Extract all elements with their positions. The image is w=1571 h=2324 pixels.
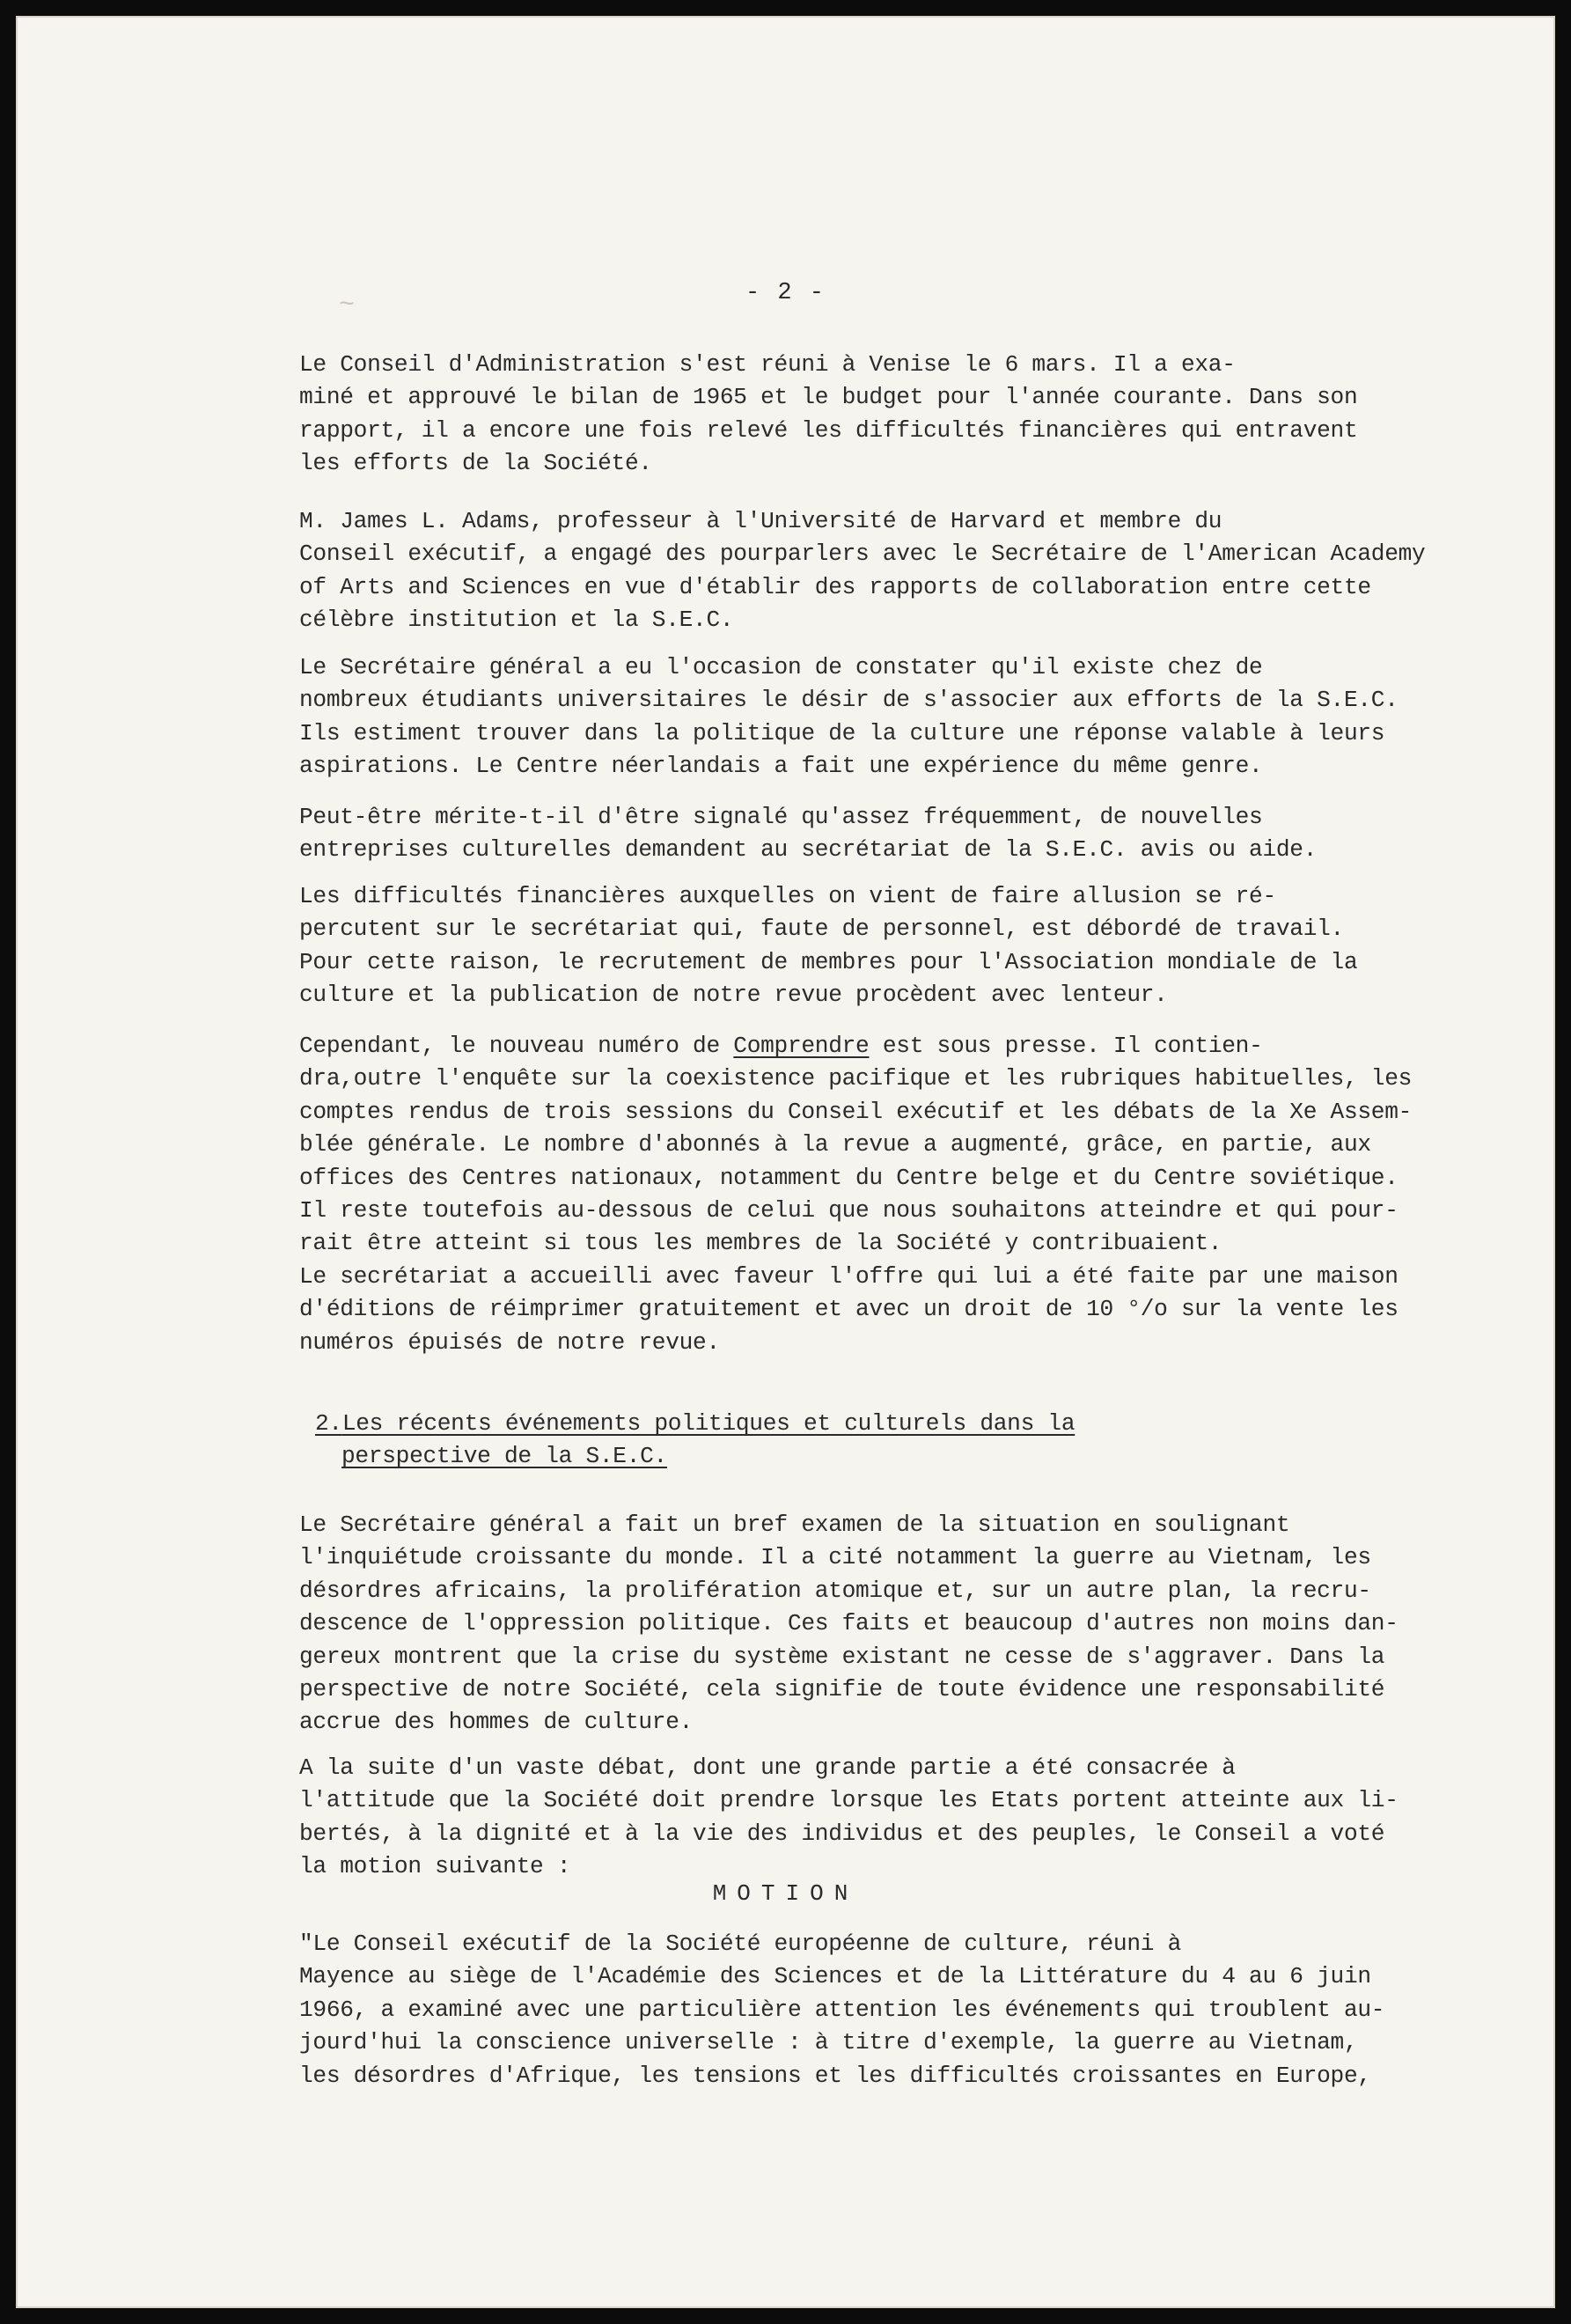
text-line: numéros épuisés de notre revue. — [299, 1328, 720, 1356]
text-line: Le Secrétaire général a eu l'occasion de constater qu'il existe chez de — [299, 654, 1263, 680]
text-line: Le Secrétaire général a fait un bref examen de la situation en soulignant — [299, 1511, 1290, 1538]
heading-line — [315, 1407, 1075, 1439]
text-line: Les difficultés financières auxquelles on vient de faire allusion se ré- — [299, 883, 1276, 909]
paragraph-debate — [299, 1752, 1443, 1884]
text-line: nombreux étudiants universitaires le désir de s'associer aux efforts de la S.E.C. — [299, 687, 1398, 714]
text-line: Conseil exécutif, a engagé des pourparlers avec le Secrétaire de l'American Academy — [299, 541, 1426, 568]
text-line: Pour cette raison, le recrutement de membres pour l'Association mondiale de la — [299, 948, 1358, 975]
text-line: jourd'hui la conscience universelle : à titre d'exemple, la guerre au Vietnam, — [299, 2029, 1358, 2056]
motion-title: MOTION — [712, 1880, 859, 1907]
text-line: percutent sur le secrétariat qui, faute de personnel, est débordé de travail. — [299, 916, 1344, 943]
text-line: rait être atteint si tous les membres de la Société y contribuaient. — [299, 1230, 1222, 1257]
text-line: les désordres d'Afrique, les tensions et les difficultés croissantes en Europe, — [299, 2062, 1371, 2089]
text-line: 1966, a examiné avec une particulière attention les événements qui troublent au- — [299, 1996, 1385, 2023]
text-line: la motion suivante : — [299, 1853, 571, 1880]
text-line: d'éditions de réimprimer gratuitement et avec un droit de 10 °/o sur la vente les — [299, 1296, 1398, 1323]
text-line: entreprises culturelles demandent au secrétariat de la S.E.C. avis ou aide. — [299, 836, 1318, 864]
text-line: célèbre institution et la S.E.C. — [299, 607, 734, 634]
paragraph-comprendre — [299, 1030, 1443, 1359]
journal-title: Comprendre — [733, 1033, 870, 1059]
text-line: Le secrétariat a accueilli avec faveur l'offre qui lui a été faite par une maison — [299, 1262, 1398, 1290]
paragraph-council-meeting — [299, 349, 1443, 481]
text-line: Le Conseil d'Administration s'est réuni à Venise le 6 mars. Il a exa- — [299, 351, 1236, 378]
text-fragment: Cependant, le nouveau numéro de — [299, 1033, 734, 1059]
text-line: désordres africains, la prolifération atomique et, sur un autre plan, la recru- — [299, 1577, 1371, 1604]
page-number: - 2 - — [745, 280, 826, 306]
text-line: miné et approuvé le bilan de 1965 et le budget pour l'année courante. Dans son — [299, 384, 1358, 411]
paragraph-situation — [299, 1509, 1443, 1739]
text-line: perspective de notre Société, cela signifie de toute évidence une responsabilité — [299, 1675, 1385, 1703]
paragraph-students — [299, 651, 1443, 783]
text-line — [299, 1030, 1443, 1063]
text-line: culture et la publication de notre revue procèdent avec lenteur. — [299, 982, 1168, 1009]
text-line: blée générale. Le nombre d'abonnés à la revue a augmenté, grâce, en partie, aux — [299, 1131, 1371, 1158]
faint-stamp-mark: ~ — [339, 290, 364, 320]
paragraph-adams — [299, 505, 1443, 637]
paragraph-new-enterprises — [299, 801, 1443, 867]
text-line: M. James L. Adams, professeur à l'Université de Harvard et membre du — [299, 508, 1222, 534]
heading-line: perspective de la S.E.C. — [341, 1443, 667, 1470]
text-line: comptes rendus de trois sessions du Conseil exécutif et les débats de la Xe Assem- — [299, 1098, 1413, 1125]
text-line: dra,outre l'enquête sur la coexistence pacifique et les rubriques habituelles, les — [299, 1065, 1413, 1092]
text-line: rapport, il a encore une fois relevé les difficultés financières qui entravent — [299, 416, 1358, 444]
heading-text: Les récents événements politiques et culturels dans la — [341, 1410, 1075, 1437]
text-line: Peut-être mérite-t-il d'être signalé qu'assez fréquemment, de nouvelles — [299, 804, 1263, 830]
section-heading — [315, 1407, 1075, 1473]
text-line: "Le Conseil exécutif de la Société européenne de culture, réuni à — [299, 1931, 1181, 1957]
text-line: l'attitude que la Société doit prendre lorsque les Etats portent atteinte aux li- — [299, 1787, 1398, 1814]
text-line: Ils estiment trouver dans la politique de la culture une réponse valable à leurs — [299, 719, 1385, 746]
text-line: of Arts and Sciences en vue d'établir des rapports de collaboration entre cette — [299, 573, 1371, 600]
text-line: Il reste toutefois au-dessous de celui que nous souhaitons atteindre et qui pour- — [299, 1196, 1398, 1224]
motion-text — [299, 1928, 1443, 2092]
text-line: les efforts de la Société. — [299, 450, 652, 477]
text-line: aspirations. Le Centre néerlandais a fait une expérience du même genre. — [299, 753, 1263, 780]
text-line: bertés, à la dignité et à la vie des individus et des peuples, le Conseil a voté — [299, 1820, 1385, 1847]
text-line: offices des Centres nationaux, notamment du Centre belge et du Centre soviétique. — [299, 1164, 1398, 1191]
text-line: accrue des hommes de culture. — [299, 1709, 694, 1736]
text-line: l'inquiétude croissante du monde. Il a cité notamment la guerre au Vietnam, les — [299, 1544, 1371, 1571]
paragraph-financial-difficulties — [299, 880, 1443, 1012]
text-fragment: est sous presse. Il contien- — [869, 1033, 1263, 1059]
text-line: A la suite d'un vaste débat, dont une grande partie a été consacrée à — [299, 1754, 1236, 1781]
text-line: descence de l'oppression politique. Ces faits et beaucoup d'autres non moins dan- — [299, 1610, 1398, 1637]
text-line: Mayence au siège de l'Académie des Sciences et de la Littérature du 4 au 6 juin — [299, 1963, 1371, 1990]
section-number: 2. — [315, 1410, 342, 1437]
text-line: gereux montrent que la crise du système existant ne cesse de s'aggraver. Dans la — [299, 1643, 1385, 1670]
